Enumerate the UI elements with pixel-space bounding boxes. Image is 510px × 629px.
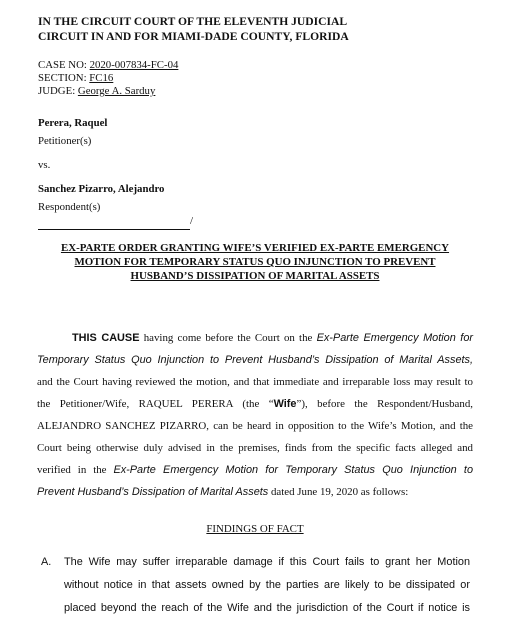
body-line-2: Temporary Status Quo Injunction to Prevent Husband’s Dissipation of Marital Assets, — [37, 354, 473, 366]
motion-title-part1: Ex-Parte Emergency Motion for — [316, 332, 474, 344]
body-line-5: ALEJANDRO SANCHEZ PIZARRO, can be heard in opposition to the Wife’s Motion, and the — [37, 420, 473, 432]
finding-a-marker: A. — [41, 556, 52, 568]
case-number-value: 2020-007834-FC-04 — [89, 59, 179, 71]
petitioner-role: Petitioner(s) — [38, 135, 92, 147]
finding-a-line1: The Wife may suffer irreparable damage if this Court fails to grant her Motion — [64, 556, 470, 568]
section-label: SECTION: — [38, 72, 90, 84]
case-number-label: CASE NO: — [38, 59, 90, 71]
order-title-line3: HUSBAND’S DISSIPATION OF MARITAL ASSETS — [130, 270, 380, 282]
section-value: FC16 — [89, 72, 114, 84]
this-cause-lead: THIS CAUSE — [72, 332, 140, 344]
body-text: dated June 19, 2020 as follows: — [268, 486, 409, 498]
court-heading-line1: IN THE CIRCUIT COURT OF THE ELEVENTH JUDICIAL — [38, 15, 348, 28]
petitioner-name: Perera, Raquel — [38, 117, 108, 129]
body-line-4 — [37, 398, 473, 410]
body-line-3: and the Court having reviewed the motion, and that immediate and irreparable loss may result to — [37, 376, 473, 388]
body-text: the Petitioner/Wife, RAQUEL PERERA (the “ — [37, 398, 274, 410]
order-title-line1: EX-PARTE ORDER GRANTING WIFE’S VERIFIED EX-PARTE EMERGENCY — [60, 242, 450, 254]
respondent-name: Sanchez Pizarro, Alejandro — [38, 183, 165, 195]
caption-rule — [38, 217, 190, 230]
body-text: verified in the — [37, 464, 114, 476]
section — [38, 72, 113, 84]
motion-title-part3: Prevent Husband’s Dissipation of Marital Assets — [37, 486, 269, 498]
motion-title-part2: Ex-Parte Emergency Motion for Temporary Status Quo Injunction to — [113, 464, 473, 476]
judge — [38, 85, 155, 97]
judge-label: JUDGE: — [38, 85, 78, 97]
respondent-role: Respondent(s) — [38, 201, 101, 213]
versus: vs. — [38, 159, 51, 171]
wife-defined-term: Wife — [273, 398, 297, 410]
case-number — [38, 59, 178, 71]
findings-heading: FINDINGS OF FACT — [206, 523, 304, 535]
finding-a-line3: placed beyond the reach of the Wife and the jurisdiction of the Court if notice is — [64, 602, 470, 614]
court-heading-line2: CIRCUIT IN AND FOR MIAMI-DADE COUNTY, FLORIDA — [38, 30, 349, 43]
body-line-7 — [37, 464, 473, 476]
body-line-6: Court being otherwise duly advised in the premises, finds from the specific facts alleged and — [37, 442, 473, 454]
finding-a-line2: without notice in that assets owned by the parties are likely to be dissipated or — [64, 579, 470, 591]
body-text: having come before the Court on the — [139, 332, 317, 344]
body-line-1 — [72, 332, 473, 344]
order-title-line2: MOTION FOR TEMPORARY STATUS QUO INJUNCTION TO PREVENT — [74, 256, 436, 268]
caption-slash: / — [190, 215, 194, 227]
body-line-8 — [37, 486, 408, 498]
judge-value: George A. Sarduy — [77, 85, 156, 97]
court-heading — [38, 14, 349, 44]
body-text: ”), before the Respondent/Husband, — [296, 398, 473, 410]
